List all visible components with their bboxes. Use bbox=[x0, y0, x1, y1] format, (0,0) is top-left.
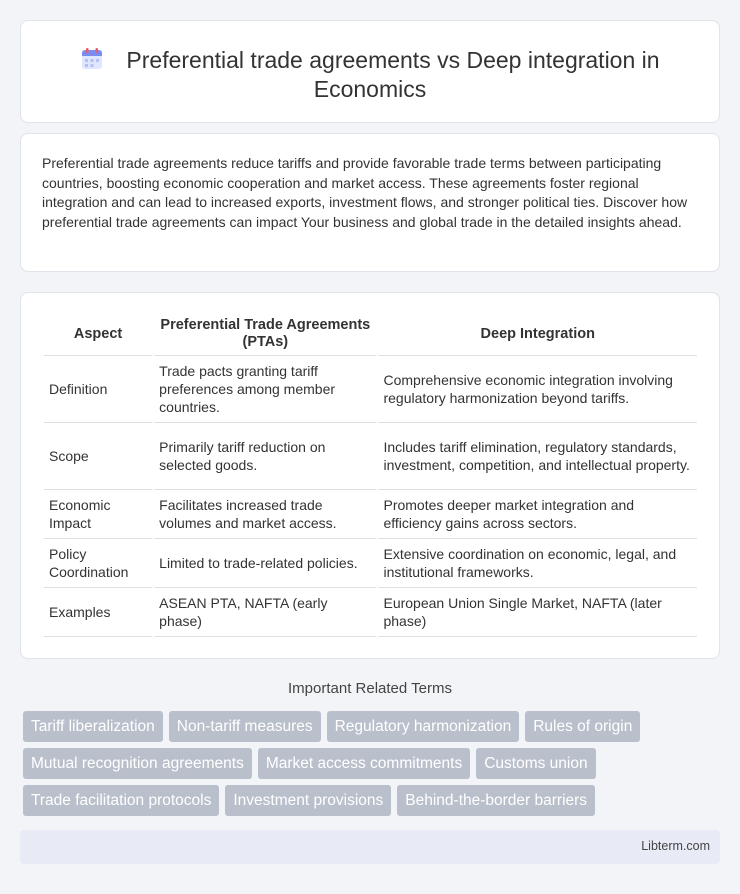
intro-paragraph: Preferential trade agreements reduce tariffs and provide favorable trade terms between participating countries, boosting economic cooperation and market access. These agreements foster regional integration and can lead to increased exports, investment flows, and stronger political ties. Discover how preferential trade agreements can impact Your business and global trade in the detailed insights ahead. bbox=[42, 155, 688, 230]
row-ptas-value: Limited to trade-related policies. bbox=[154, 539, 376, 588]
table-row bbox=[44, 423, 697, 490]
table-row bbox=[44, 588, 697, 637]
footer bbox=[20, 830, 720, 864]
related-terms-heading: Important Related Terms bbox=[288, 680, 452, 697]
page-title bbox=[61, 46, 679, 104]
tag-tariff-liberalization[interactable]: Tariff liberalization bbox=[23, 711, 163, 742]
table-header-row bbox=[44, 313, 697, 356]
tag-regulatory-harmonization[interactable]: Regulatory harmonization bbox=[327, 711, 520, 742]
comparison-card bbox=[20, 292, 720, 659]
footer-site-link[interactable]: Libterm.com bbox=[641, 839, 710, 853]
table-row bbox=[44, 490, 697, 539]
tag-trade-facilitation-protocols[interactable]: Trade facilitation protocols bbox=[23, 785, 219, 816]
row-aspect: Policy Coordination bbox=[44, 539, 152, 588]
comparison-table bbox=[42, 313, 699, 637]
row-deep-value: Comprehensive economic integration involving regulatory harmonization beyond tariffs. bbox=[378, 356, 697, 423]
header-ptas: Preferential Trade Agreements (PTAs) bbox=[154, 313, 376, 356]
table-row bbox=[44, 356, 697, 423]
tag-rules-of-origin[interactable]: Rules of origin bbox=[525, 711, 640, 742]
title-text: Preferential trade agreements vs Deep integration in Economics bbox=[126, 47, 660, 102]
row-aspect: Definition bbox=[44, 356, 152, 423]
header-aspect: Aspect bbox=[44, 313, 152, 356]
related-terms-list bbox=[23, 711, 703, 822]
header-deep-integration: Deep Integration bbox=[378, 313, 697, 356]
title-card bbox=[20, 20, 720, 123]
row-ptas-value: Facilitates increased trade volumes and market access. bbox=[154, 490, 376, 539]
tag-behind-the-border-barriers[interactable]: Behind-the-border barriers bbox=[397, 785, 595, 816]
calendar-icon bbox=[80, 47, 104, 71]
table-row bbox=[44, 539, 697, 588]
tag-customs-union[interactable]: Customs union bbox=[476, 748, 595, 779]
row-ptas-value: Trade pacts granting tariff preferences among member countries. bbox=[154, 356, 376, 423]
row-deep-value: European Union Single Market, NAFTA (later phase) bbox=[378, 588, 697, 637]
row-aspect: Economic Impact bbox=[44, 490, 152, 539]
row-ptas-value: Primarily tariff reduction on selected goods. bbox=[154, 423, 376, 490]
tag-market-access-commitments[interactable]: Market access commitments bbox=[258, 748, 470, 779]
row-aspect: Scope bbox=[44, 423, 152, 490]
row-deep-value: Includes tariff elimination, regulatory standards, investment, competition, and intellectual property. bbox=[378, 423, 697, 490]
tag-mutual-recognition-agreements[interactable]: Mutual recognition agreements bbox=[23, 748, 252, 779]
tag-investment-provisions[interactable]: Investment provisions bbox=[225, 785, 391, 816]
row-deep-value: Extensive coordination on economic, legal, and institutional frameworks. bbox=[378, 539, 697, 588]
row-ptas-value: ASEAN PTA, NAFTA (early phase) bbox=[154, 588, 376, 637]
intro-card bbox=[20, 133, 720, 272]
row-aspect: Examples bbox=[44, 588, 152, 637]
tag-non-tariff-measures[interactable]: Non-tariff measures bbox=[169, 711, 321, 742]
row-deep-value: Promotes deeper market integration and efficiency gains across sectors. bbox=[378, 490, 697, 539]
